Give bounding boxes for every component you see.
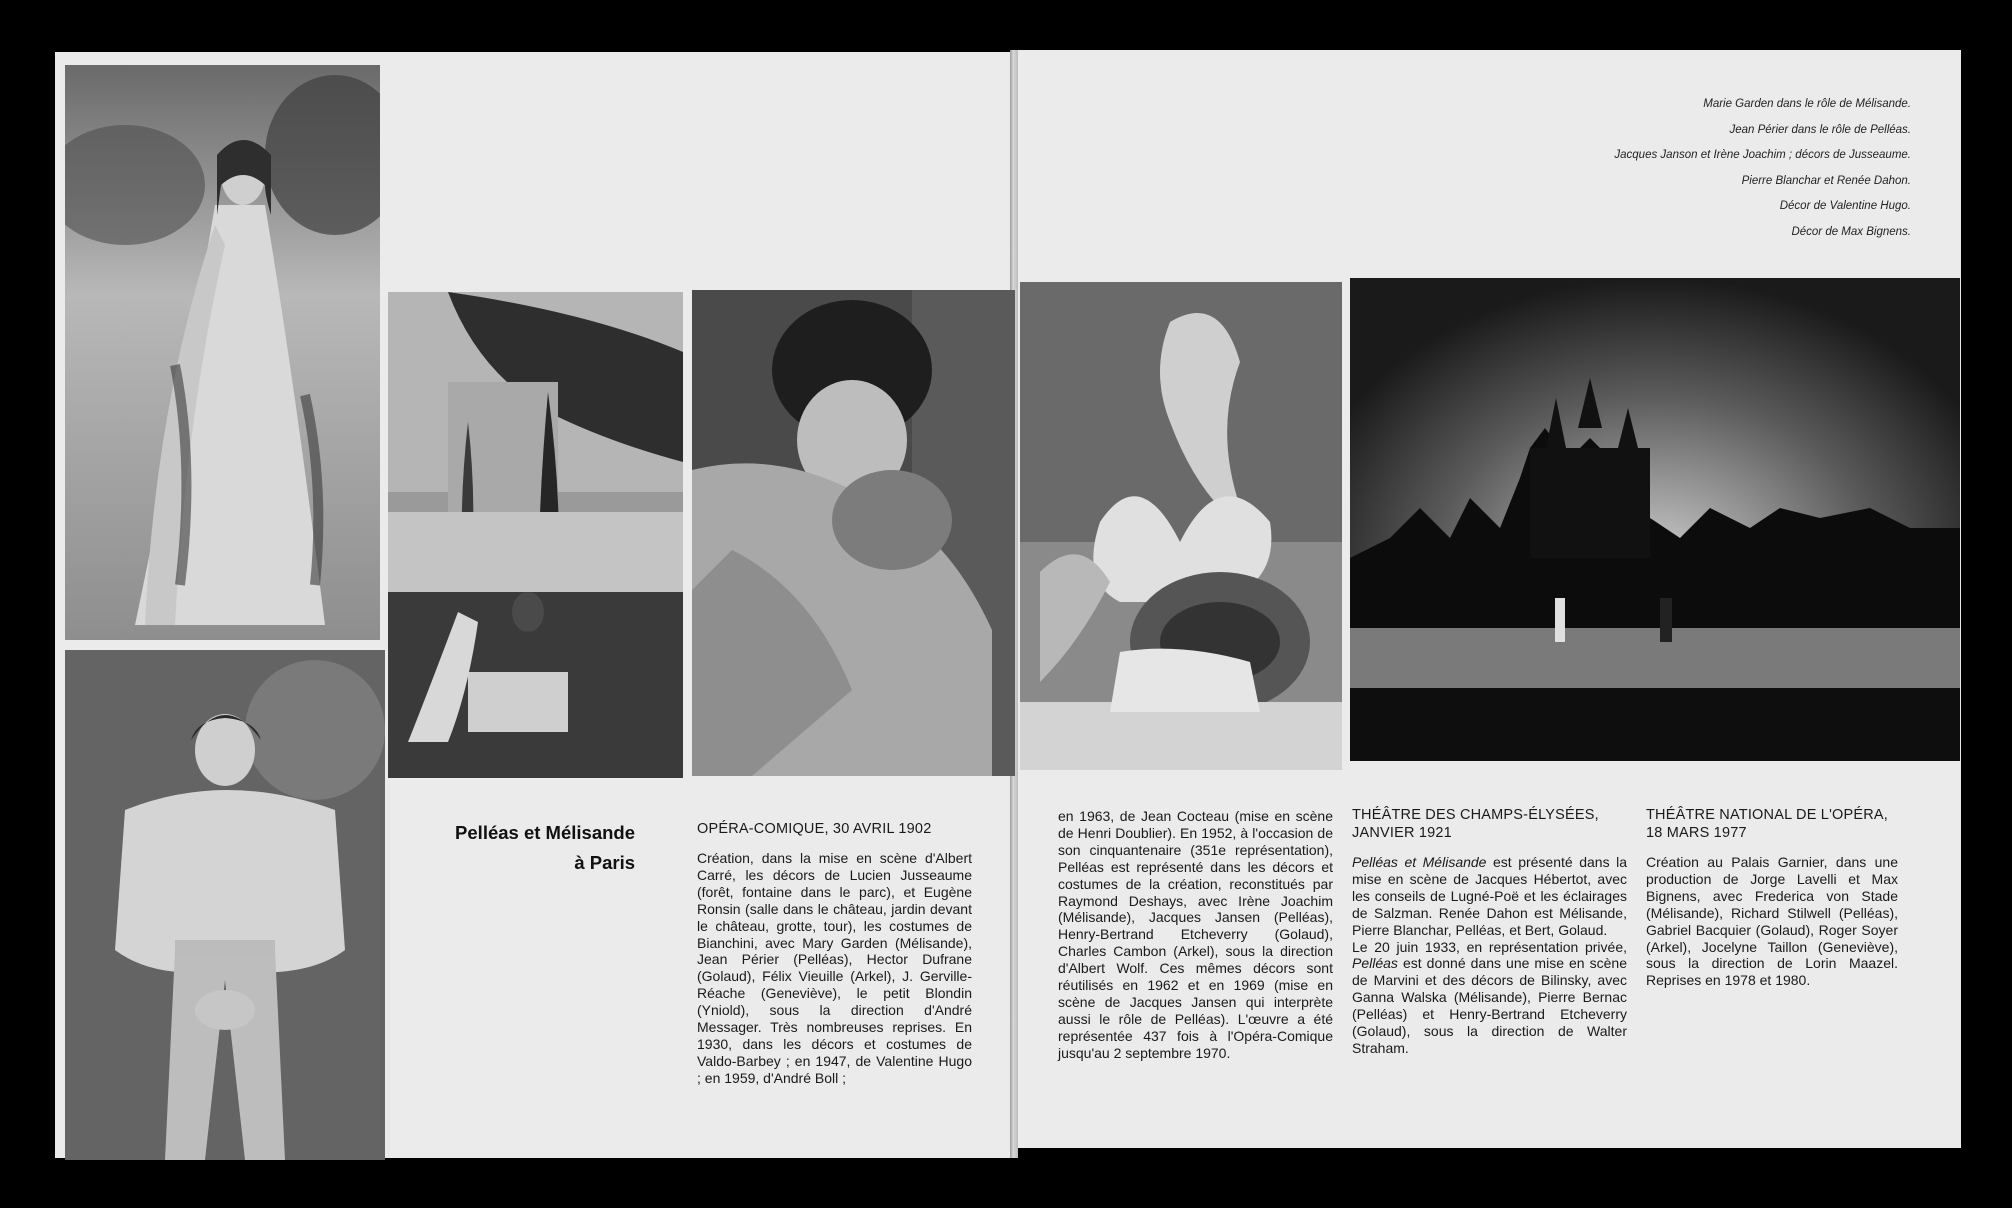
section-heading-opera-comique: OPÉRA-COMIQUE, 30 AVRIL 1902 <box>697 821 932 837</box>
photo-decor-valentine-hugo <box>1020 282 1342 770</box>
body-text: Le 20 juin 1933, en représentation privée, <box>1352 938 1627 955</box>
caption-6: Décor de Max Bignens. <box>1791 225 1911 238</box>
title-italic: Pelléas <box>1352 955 1398 972</box>
body-text: est donné dans une mise en scène de Marvini et des décors de Bilinsky, avec Ganna Walska (Mélisande), Pierre Bernac (Pelléas) et Henry-Bertrand Etcheverry (Golaud), sous la direction de Walter Straham. <box>1352 955 1627 1056</box>
caption-1: Marie Garden dans le rôle de Mélisande. <box>1703 98 1911 110</box>
section-body-continued: en 1963, de Jean Cocteau (mise en scène de Henri Doublier). En 1952, à l'occasion de son cinquantenaire (351e représentation), Pelléas est représenté dans les décors et costumes de la création, reconstitués par Raymond Deshays, avec Irène Joachim (Mélisande), Jacques Jansen (Pelléas), Henry-Bertrand Etcheverry (Golaud), Charles Cambon (Arkel), sous la direction d'Albert Wolf. Ces mêmes décors sont réutilisés en 1962 et en 1969 (mise en scène de Jacques Jansen qui interprète aussi le rôle de Pelléas). L'œuvre a été représentée 437 fois à l'Opéra-Comique jusqu'au 2 septembre 1970. <box>1058 808 1333 1061</box>
section-heading-opera-national: THÉÂTRE NATIONAL DE L'OPÉRA, 18 MARS 1977 <box>1646 807 1889 841</box>
section-body-opera-comique: Création, dans la mise en scène d'Albert Carré, les décors de Lucien Jusseaume (forêt, fontaine dans le parc), et Eugène Ronsin (salle dans le château, jardin devant le château, grotte, tour), les costumes de Bianchini, avec Mary Garden (Mélisande), Jean Périer (Pelléas), Hector Dufrane (Golaud), Félix Vieuille (Arkel), J. Gerville-Réache (Geneviève), le petit Blondin (Yniold), sous la direction d'André Messager. Très nombreuses reprises. En 1930, dans les décors et costumes de Valdo-Barbey ; en 1947, de Valentine Hugo ; en 1959, d'André Boll ; <box>697 850 972 1086</box>
column-opera-comique-continued <box>1058 808 1333 1062</box>
photo-decor-max-bignens <box>1350 278 1960 761</box>
column-opera-national <box>1646 806 1898 989</box>
caption-4: Pierre Blanchar et Renée Dahon. <box>1741 174 1911 187</box>
caption-5: Décor de Valentine Hugo. <box>1779 200 1911 212</box>
caption-3: Jacques Janson et Irène Joachim ; décors de Jusseaume. <box>1614 149 1911 161</box>
section-body-champs-elysees-2 <box>1352 939 1627 1057</box>
body-text: est présenté dans la mise en scène de Jacques Hébertot, avec les conseils de Lugné-Poë et les éclairages de Salzman. Renée Dahon est Mélisande, Pierre Blanchar, Pelléas, et Bert, Golaud. <box>1352 854 1627 938</box>
section-heading-champs-elysees: THÉÂTRE DES CHAMPS-ÉLYSÉES, JANVIER 1921 <box>1352 807 1599 841</box>
headline-line-1: Pelléas et Mélisande <box>455 822 635 843</box>
column-opera-comique <box>697 820 972 1087</box>
photo-decor-jusseaume <box>388 292 683 778</box>
section-body-champs-elysees-1 <box>1352 854 1627 939</box>
column-champs-elysees <box>1352 806 1627 1057</box>
photo-pelleas-costume <box>65 650 385 1160</box>
section-body-opera-national: Création au Palais Garnier, dans une production de Jorge Lavelli et Max Bignens, avec Frederica von Stade (Mélisande), Richard Stilwell (Pelléas), Gabriel Bacquier (Golaud), Roger Soyer (Arkel), Jocelyne Taillon (Geneviève), sous la direction de Lorin Maazel. Reprises en 1978 et 1980. <box>1646 854 1898 989</box>
photo-captions <box>1351 92 1911 245</box>
title-italic: Pelléas et Mélisande <box>1352 854 1487 870</box>
headline-line-2: à Paris <box>574 852 635 873</box>
photo-blanchar-dahon <box>692 290 1015 776</box>
photo-melisande-costume <box>65 65 380 640</box>
caption-2: Jean Périer dans le rôle de Pelléas. <box>1729 123 1911 136</box>
article-headline <box>395 818 635 878</box>
